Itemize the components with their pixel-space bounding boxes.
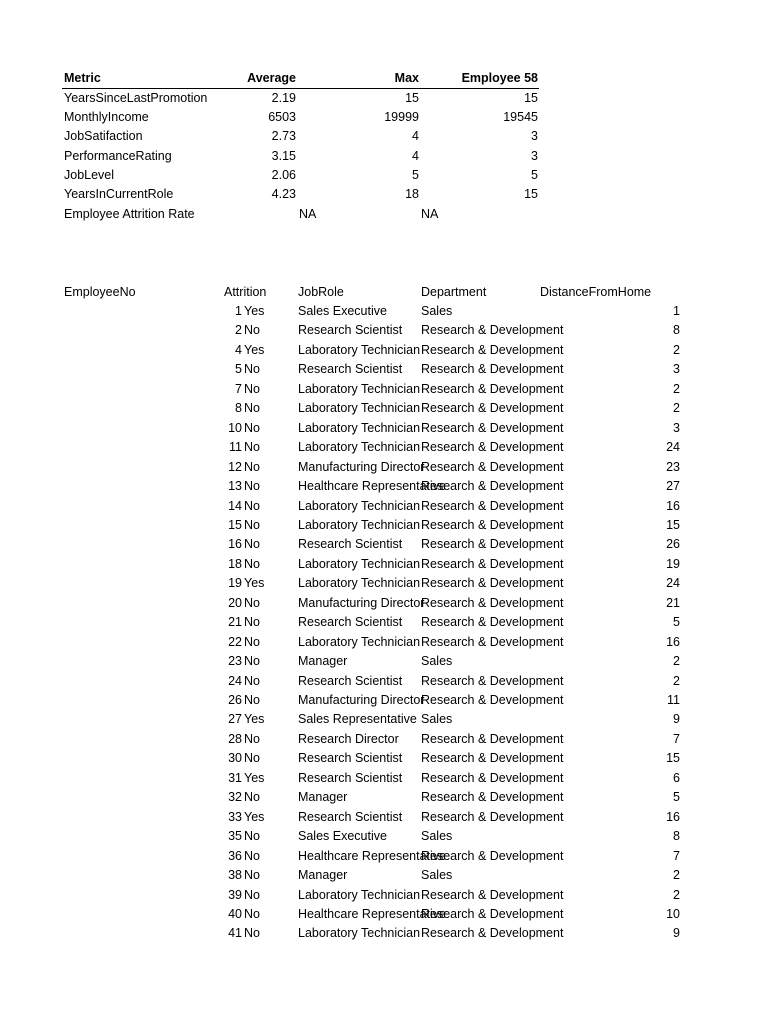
job-role-cell: Sales Representative bbox=[298, 712, 417, 726]
attrition-header: Attrition bbox=[224, 285, 267, 299]
attrition-cell: No bbox=[244, 460, 260, 474]
table-row bbox=[0, 613, 768, 632]
attrition-cell: No bbox=[244, 596, 260, 610]
metric-employee: 3 bbox=[531, 129, 538, 143]
attrition-cell: No bbox=[244, 674, 260, 688]
employee-no-cell: 2 bbox=[235, 323, 242, 337]
department-cell: Research & Development bbox=[421, 771, 564, 785]
employee-no-cell: 39 bbox=[228, 888, 242, 902]
employee-no-cell: 7 bbox=[235, 382, 242, 396]
distance-cell: 7 bbox=[673, 732, 680, 746]
department-cell: Research & Development bbox=[421, 537, 564, 551]
job-role-cell: Healthcare Representative bbox=[298, 849, 446, 863]
employee-no-cell: 15 bbox=[228, 518, 242, 532]
table-row bbox=[0, 730, 768, 749]
attrition-cell: No bbox=[244, 615, 260, 629]
employee-no-cell: 20 bbox=[228, 596, 242, 610]
department-cell: Research & Development bbox=[421, 674, 564, 688]
metric-max: 15 bbox=[405, 91, 419, 105]
job-role-cell: Research Scientist bbox=[298, 323, 403, 337]
job-role-cell: Manager bbox=[298, 790, 348, 804]
distance-cell: 15 bbox=[666, 518, 680, 532]
distance-cell: 5 bbox=[673, 790, 680, 804]
table-row bbox=[0, 477, 768, 496]
job-role-header: JobRole bbox=[298, 285, 344, 299]
department-cell: Sales bbox=[421, 829, 453, 843]
metric-label: YearsSinceLastPromotion bbox=[64, 91, 208, 105]
attrition-cell: No bbox=[244, 654, 260, 668]
department-cell: Research & Development bbox=[421, 421, 564, 435]
job-role-cell: Research Director bbox=[298, 732, 399, 746]
job-role-cell: Laboratory Technician bbox=[298, 440, 421, 454]
distance-cell: 8 bbox=[673, 323, 680, 337]
metric-max: 18 bbox=[405, 187, 419, 201]
department-cell: Research & Development bbox=[421, 499, 564, 513]
employee-no-cell: 26 bbox=[228, 693, 242, 707]
job-role-cell: Laboratory Technician bbox=[298, 421, 421, 435]
distance-cell: 2 bbox=[673, 868, 680, 882]
distance-cell: 24 bbox=[666, 576, 680, 590]
distance-cell: 27 bbox=[666, 479, 680, 493]
metric-label: JobLevel bbox=[64, 168, 115, 182]
job-role-cell: Laboratory Technician bbox=[298, 926, 421, 940]
job-role-cell: Sales Executive bbox=[298, 304, 387, 318]
distance-cell: 2 bbox=[673, 343, 680, 357]
metric-average: 4.23 bbox=[271, 187, 296, 201]
distance-header: DistanceFromHome bbox=[540, 285, 652, 299]
job-role-cell: Manager bbox=[298, 868, 348, 882]
attrition-cell: No bbox=[244, 499, 260, 513]
attrition-cell: No bbox=[244, 888, 260, 902]
distance-cell: 16 bbox=[666, 635, 680, 649]
table-row bbox=[0, 574, 768, 593]
distance-cell: 24 bbox=[666, 440, 680, 454]
summary-row bbox=[0, 89, 768, 108]
attrition-cell: No bbox=[244, 790, 260, 804]
attrition-cell: No bbox=[244, 479, 260, 493]
department-cell: Research & Development bbox=[421, 323, 564, 337]
employee-no-cell: 19 bbox=[228, 576, 242, 590]
department-cell: Sales bbox=[421, 868, 453, 882]
department-cell: Research & Development bbox=[421, 810, 564, 824]
job-role-cell: Laboratory Technician bbox=[298, 576, 421, 590]
department-cell: Research & Development bbox=[421, 479, 564, 493]
table-row bbox=[0, 672, 768, 691]
attrition-cell: No bbox=[244, 751, 260, 765]
table-row bbox=[0, 594, 768, 613]
employee-no-cell: 28 bbox=[228, 732, 242, 746]
attrition-cell: No bbox=[244, 557, 260, 571]
table-row bbox=[0, 321, 768, 340]
summary-row bbox=[0, 166, 768, 185]
distance-cell: 10 bbox=[666, 907, 680, 921]
table-row bbox=[0, 847, 768, 866]
table-row bbox=[0, 380, 768, 399]
department-cell: Research & Development bbox=[421, 460, 564, 474]
table-row bbox=[0, 419, 768, 438]
table-row bbox=[0, 360, 768, 379]
job-role-cell: Manager bbox=[298, 654, 348, 668]
employee-no-cell: 36 bbox=[228, 849, 242, 863]
table-row bbox=[0, 497, 768, 516]
distance-cell: 26 bbox=[666, 537, 680, 551]
metric-max: 4 bbox=[412, 149, 419, 163]
average-header: Average bbox=[247, 71, 296, 85]
attrition-rate-max: NA bbox=[421, 207, 439, 221]
metric-max: 19999 bbox=[384, 110, 419, 124]
summary-row bbox=[0, 108, 768, 127]
department-cell: Research & Development bbox=[421, 849, 564, 863]
department-cell: Sales bbox=[421, 304, 453, 318]
metric-max: 5 bbox=[412, 168, 419, 182]
job-role-cell: Manufacturing Director bbox=[298, 693, 425, 707]
department-cell: Research & Development bbox=[421, 518, 564, 532]
department-cell: Research & Development bbox=[421, 382, 564, 396]
attrition-cell: No bbox=[244, 537, 260, 551]
job-role-cell: Laboratory Technician bbox=[298, 888, 421, 902]
employee-no-cell: 22 bbox=[228, 635, 242, 649]
metric-label: YearsInCurrentRole bbox=[64, 187, 174, 201]
job-role-cell: Manufacturing Director bbox=[298, 596, 425, 610]
table-row bbox=[0, 827, 768, 846]
metric-label: PerformanceRating bbox=[64, 149, 172, 163]
employee-no-cell: 10 bbox=[228, 421, 242, 435]
attrition-cell: No bbox=[244, 829, 260, 843]
job-role-cell: Research Scientist bbox=[298, 615, 403, 629]
summary-row bbox=[0, 127, 768, 146]
summary-header-row bbox=[0, 69, 768, 88]
job-role-cell: Research Scientist bbox=[298, 810, 403, 824]
job-role-cell: Sales Executive bbox=[298, 829, 387, 843]
distance-cell: 23 bbox=[666, 460, 680, 474]
job-role-cell: Research Scientist bbox=[298, 674, 403, 688]
attrition-cell: No bbox=[244, 926, 260, 940]
table-row bbox=[0, 516, 768, 535]
employee-header-row bbox=[0, 283, 768, 302]
summary-row bbox=[0, 147, 768, 166]
attrition-cell: No bbox=[244, 635, 260, 649]
metric-employee: 3 bbox=[531, 149, 538, 163]
attrition-cell: Yes bbox=[244, 576, 265, 590]
job-role-cell: Manufacturing Director bbox=[298, 460, 425, 474]
employee-no-cell: 18 bbox=[228, 557, 242, 571]
department-cell: Sales bbox=[421, 712, 453, 726]
department-cell: Research & Development bbox=[421, 343, 564, 357]
table-row bbox=[0, 769, 768, 788]
table-row bbox=[0, 341, 768, 360]
attrition-rate-average: NA bbox=[299, 207, 317, 221]
summary-row bbox=[0, 185, 768, 204]
attrition-cell: No bbox=[244, 440, 260, 454]
distance-cell: 21 bbox=[666, 596, 680, 610]
distance-cell: 15 bbox=[666, 751, 680, 765]
distance-cell: 9 bbox=[673, 712, 680, 726]
attrition-cell: No bbox=[244, 693, 260, 707]
employee-no-cell: 40 bbox=[228, 907, 242, 921]
attrition-cell: Yes bbox=[244, 304, 265, 318]
table-row bbox=[0, 788, 768, 807]
job-role-cell: Laboratory Technician bbox=[298, 499, 421, 513]
job-role-cell: Research Scientist bbox=[298, 362, 403, 376]
department-cell: Research & Development bbox=[421, 615, 564, 629]
attrition-cell: No bbox=[244, 849, 260, 863]
table-row bbox=[0, 438, 768, 457]
metric-average: 2.73 bbox=[271, 129, 296, 143]
table-row bbox=[0, 710, 768, 729]
department-cell: Research & Development bbox=[421, 751, 564, 765]
attrition-cell: No bbox=[244, 323, 260, 337]
job-role-cell: Laboratory Technician bbox=[298, 343, 421, 357]
distance-cell: 11 bbox=[667, 693, 680, 707]
job-role-cell: Laboratory Technician bbox=[298, 382, 421, 396]
table-row bbox=[0, 302, 768, 321]
distance-cell: 3 bbox=[673, 421, 680, 435]
department-cell: Sales bbox=[421, 654, 453, 668]
employee-no-cell: 38 bbox=[228, 868, 242, 882]
department-cell: Research & Development bbox=[421, 557, 564, 571]
table-row bbox=[0, 633, 768, 652]
distance-cell: 2 bbox=[673, 382, 680, 396]
distance-cell: 8 bbox=[673, 829, 680, 843]
employee-no-cell: 27 bbox=[228, 712, 242, 726]
distance-cell: 2 bbox=[673, 401, 680, 415]
employee-no-cell: 35 bbox=[228, 829, 242, 843]
distance-cell: 16 bbox=[666, 499, 680, 513]
attrition-cell: No bbox=[244, 401, 260, 415]
employee-no-cell: 8 bbox=[235, 401, 242, 415]
employee-no-header: EmployeeNo bbox=[64, 285, 136, 299]
attrition-rate-label: Employee Attrition Rate bbox=[64, 207, 195, 221]
employee-no-cell: 33 bbox=[228, 810, 242, 824]
metric-employee: 15 bbox=[524, 91, 538, 105]
employee-header: Employee 58 bbox=[461, 71, 538, 85]
table-row bbox=[0, 555, 768, 574]
department-cell: Research & Development bbox=[421, 635, 564, 649]
department-cell: Research & Development bbox=[421, 888, 564, 902]
employee-no-cell: 21 bbox=[228, 615, 242, 629]
employee-no-cell: 16 bbox=[228, 537, 242, 551]
employee-no-cell: 11 bbox=[229, 440, 242, 454]
department-cell: Research & Development bbox=[421, 401, 564, 415]
attrition-cell: No bbox=[244, 868, 260, 882]
attrition-cell: No bbox=[244, 362, 260, 376]
table-row bbox=[0, 905, 768, 924]
job-role-cell: Laboratory Technician bbox=[298, 635, 421, 649]
metric-label: JobSatifaction bbox=[64, 129, 143, 143]
job-role-cell: Laboratory Technician bbox=[298, 557, 421, 571]
distance-cell: 3 bbox=[673, 362, 680, 376]
distance-cell: 7 bbox=[673, 849, 680, 863]
metric-header: Metric bbox=[64, 71, 101, 85]
attrition-cell: Yes bbox=[244, 712, 265, 726]
table-row bbox=[0, 652, 768, 671]
job-role-cell: Research Scientist bbox=[298, 537, 403, 551]
table-row bbox=[0, 399, 768, 418]
job-role-cell: Laboratory Technician bbox=[298, 518, 421, 532]
distance-cell: 9 bbox=[673, 926, 680, 940]
department-cell: Research & Development bbox=[421, 576, 564, 590]
job-role-cell: Laboratory Technician bbox=[298, 401, 421, 415]
table-row bbox=[0, 535, 768, 554]
attrition-rate-row bbox=[0, 205, 768, 224]
department-cell: Research & Development bbox=[421, 907, 564, 921]
department-cell: Research & Development bbox=[421, 790, 564, 804]
metric-average: 2.19 bbox=[271, 91, 296, 105]
table-row bbox=[0, 691, 768, 710]
metric-average: 3.15 bbox=[271, 149, 296, 163]
table-row bbox=[0, 886, 768, 905]
department-cell: Research & Development bbox=[421, 693, 564, 707]
employee-no-cell: 12 bbox=[228, 460, 242, 474]
distance-cell: 2 bbox=[673, 888, 680, 902]
metric-max: 4 bbox=[412, 129, 419, 143]
employee-no-cell: 14 bbox=[228, 499, 242, 513]
department-cell: Research & Development bbox=[421, 596, 564, 610]
metric-label: MonthlyIncome bbox=[64, 110, 149, 124]
employee-no-cell: 31 bbox=[228, 771, 242, 785]
distance-cell: 16 bbox=[666, 810, 680, 824]
distance-cell: 2 bbox=[673, 674, 680, 688]
table-row bbox=[0, 924, 768, 943]
employee-no-cell: 30 bbox=[228, 751, 242, 765]
table-row bbox=[0, 749, 768, 768]
job-role-cell: Research Scientist bbox=[298, 751, 403, 765]
employee-no-cell: 41 bbox=[228, 926, 242, 940]
employee-no-cell: 4 bbox=[235, 343, 242, 357]
metric-employee: 5 bbox=[531, 168, 538, 182]
distance-cell: 19 bbox=[666, 557, 680, 571]
employee-no-cell: 32 bbox=[228, 790, 242, 804]
attrition-cell: No bbox=[244, 518, 260, 532]
job-role-cell: Research Scientist bbox=[298, 771, 403, 785]
distance-cell: 5 bbox=[673, 615, 680, 629]
employee-no-cell: 23 bbox=[228, 654, 242, 668]
job-role-cell: Healthcare Representative bbox=[298, 479, 446, 493]
table-row bbox=[0, 808, 768, 827]
department-cell: Research & Development bbox=[421, 732, 564, 746]
distance-cell: 2 bbox=[673, 654, 680, 668]
attrition-cell: No bbox=[244, 907, 260, 921]
department-cell: Research & Development bbox=[421, 362, 564, 376]
max-header: Max bbox=[394, 71, 419, 85]
attrition-cell: No bbox=[244, 382, 260, 396]
attrition-cell: Yes bbox=[244, 771, 265, 785]
metric-employee: 19545 bbox=[503, 110, 538, 124]
metric-average: 2.06 bbox=[271, 168, 296, 182]
metric-average: 6503 bbox=[268, 110, 296, 124]
distance-cell: 1 bbox=[673, 304, 680, 318]
attrition-cell: No bbox=[244, 421, 260, 435]
job-role-cell: Healthcare Representative bbox=[298, 907, 446, 921]
employee-no-cell: 1 bbox=[235, 304, 242, 318]
department-cell: Research & Development bbox=[421, 440, 564, 454]
department-header: Department bbox=[421, 285, 487, 299]
attrition-cell: Yes bbox=[244, 343, 265, 357]
attrition-cell: Yes bbox=[244, 810, 265, 824]
attrition-cell: No bbox=[244, 732, 260, 746]
table-row bbox=[0, 458, 768, 477]
table-row bbox=[0, 866, 768, 885]
employee-no-cell: 5 bbox=[235, 362, 242, 376]
metric-employee: 15 bbox=[524, 187, 538, 201]
employee-no-cell: 13 bbox=[228, 479, 242, 493]
department-cell: Research & Development bbox=[421, 926, 564, 940]
employee-no-cell: 24 bbox=[228, 674, 242, 688]
distance-cell: 6 bbox=[673, 771, 680, 785]
